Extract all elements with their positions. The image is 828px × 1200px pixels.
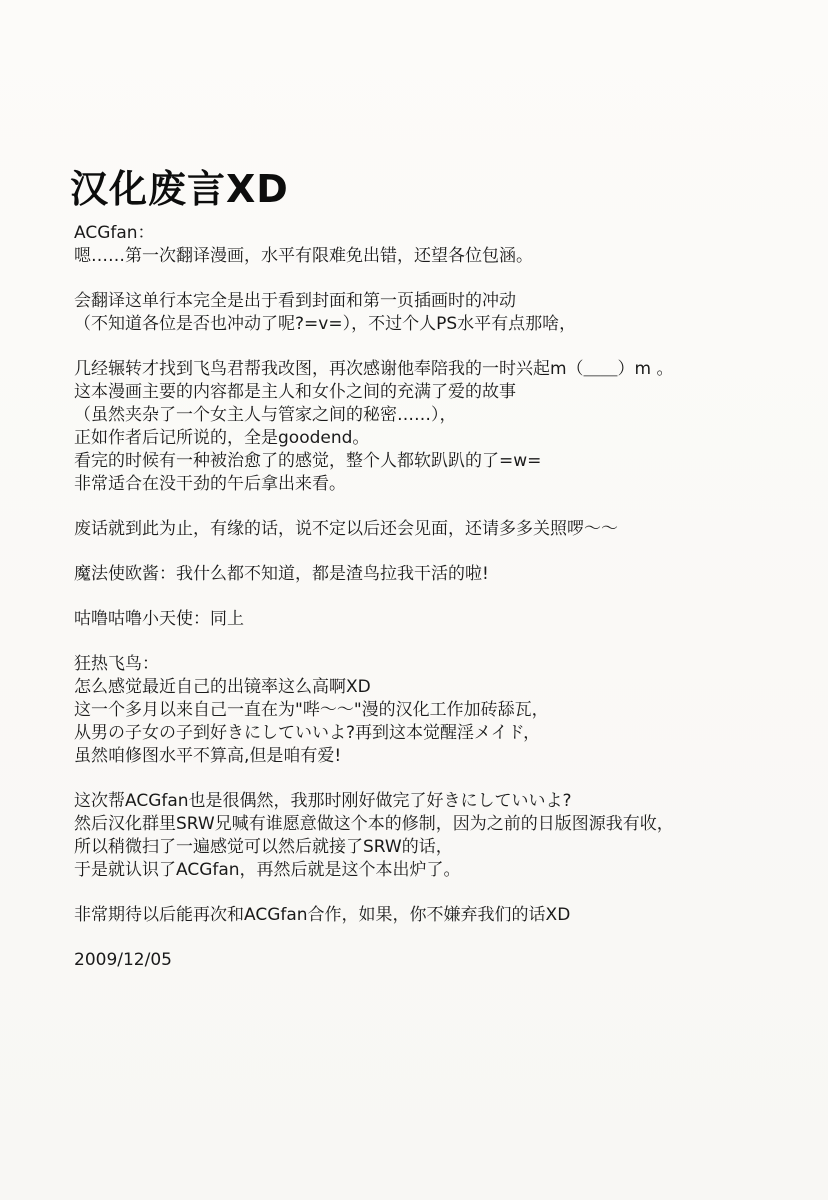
- page-title: 汉化废言XD: [70, 167, 289, 211]
- text-line: 嗯……第一次翻译漫画，水平有限难免出错，还望各位包涵。: [74, 246, 533, 266]
- text-line: 非常适合在没干劲的午后拿出来看。: [74, 474, 346, 494]
- text-line: 怎么感觉最近自己的出镜率这么高啊XD: [74, 677, 371, 697]
- text-line: 正如作者后记所说的，全是goodend。: [74, 428, 370, 448]
- text-line: 这一个多月以来自己一直在为"哔～～"漫的汉化工作加砖舔瓦，: [74, 700, 549, 720]
- text-line: 几经辗转才找到飞鸟君帮我改图，再次感谢他奉陪我的一时兴起m（＿＿）m 。: [74, 359, 674, 379]
- text-line: 然后汉化群里SRW兄喊有谁愿意做这个本的修制，因为之前的日版图源我有收，: [74, 814, 674, 834]
- text-line: 废话就到此为止，有缘的话，说不定以后还会见面，还请多多关照啰～～: [74, 519, 618, 539]
- text-line: 看完的时候有一种被治愈了的感觉，整个人都软趴趴的了=w=: [74, 451, 542, 471]
- text-line: 这本漫画主要的内容都是主人和女仆之间的充满了爱的故事: [74, 382, 516, 402]
- text-line: 咕噜咕噜小天使：同上: [74, 609, 244, 629]
- text-line: 魔法使欧酱：我什么都不知道，都是渣鸟拉我干活的啦!: [74, 564, 489, 584]
- text-line: 于是就认识了ACGfan，再然后就是这个本出炉了。: [74, 860, 461, 880]
- document-body: [74, 222, 814, 972]
- text-line: 虽然咱修图水平不算高,但是咱有爱!: [74, 746, 342, 766]
- text-line: 从男の子女の子到好きにしていいよ?再到这本觉醒淫メイド，: [74, 723, 541, 743]
- text-line: （不知道各位是否也冲动了呢?=v=），不过个人PS水平有点那啥，: [74, 314, 577, 334]
- text-line: 会翻译这单行本完全是出于看到封面和第一页插画时的冲动: [74, 291, 516, 311]
- text-line: 非常期待以后能再次和ACGfan合作，如果，你不嫌弃我们的话XD: [74, 905, 571, 925]
- text-line: 狂热飞鸟：: [74, 654, 159, 674]
- text-line: ACGfan：: [74, 223, 155, 243]
- date-stamp: 2009/12/05: [74, 950, 172, 970]
- text-line: 这次帮ACGfan也是很偶然，我那时刚好做完了好きにしていいよ?: [74, 791, 572, 811]
- text-line: 所以稍微扫了一遍感觉可以然后就接了SRW的话，: [74, 837, 453, 857]
- text-line: （虽然夹杂了一个女主人与管家之间的秘密……），: [74, 405, 457, 425]
